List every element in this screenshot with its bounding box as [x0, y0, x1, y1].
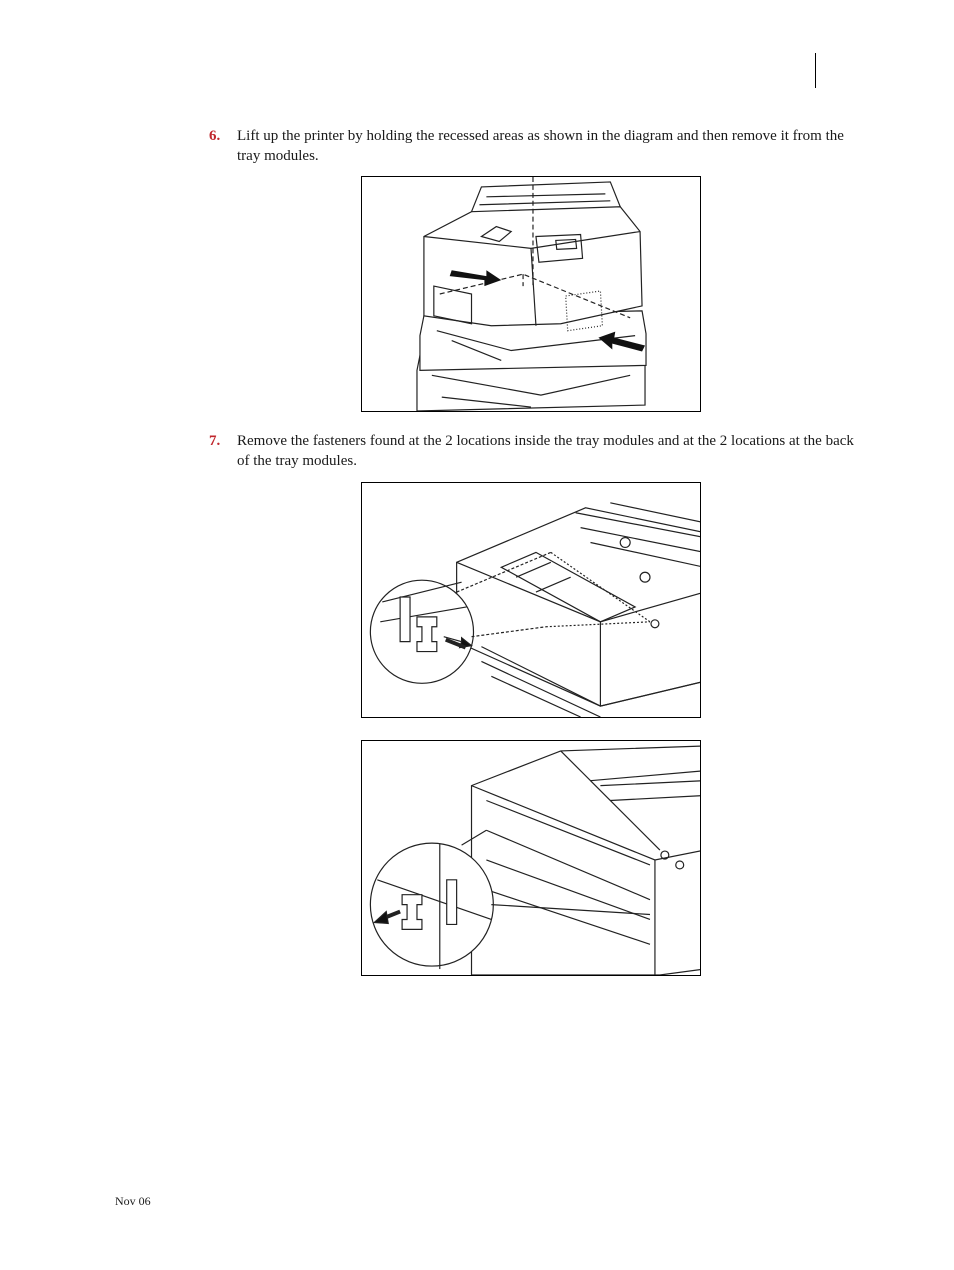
inner-fasteners-figure [361, 482, 701, 718]
step-number: 6. [209, 128, 221, 144]
step-text: Lift up the printer by holding the recessed areas as shown in the diagram and then remove it from the tray modules. [237, 128, 844, 164]
printer-lift-figure [361, 176, 701, 412]
step-number: 7. [209, 433, 221, 449]
step-6 [209, 126, 869, 166]
back-fasteners-figure [361, 740, 701, 976]
step-text: Remove the fasteners found at the 2 locations inside the tray modules and at the 2 locations at the back of the tray modules. [237, 433, 854, 469]
header-rule [815, 53, 816, 88]
footer-date: Nov 06 [115, 1194, 151, 1208]
step-7 [209, 431, 869, 471]
